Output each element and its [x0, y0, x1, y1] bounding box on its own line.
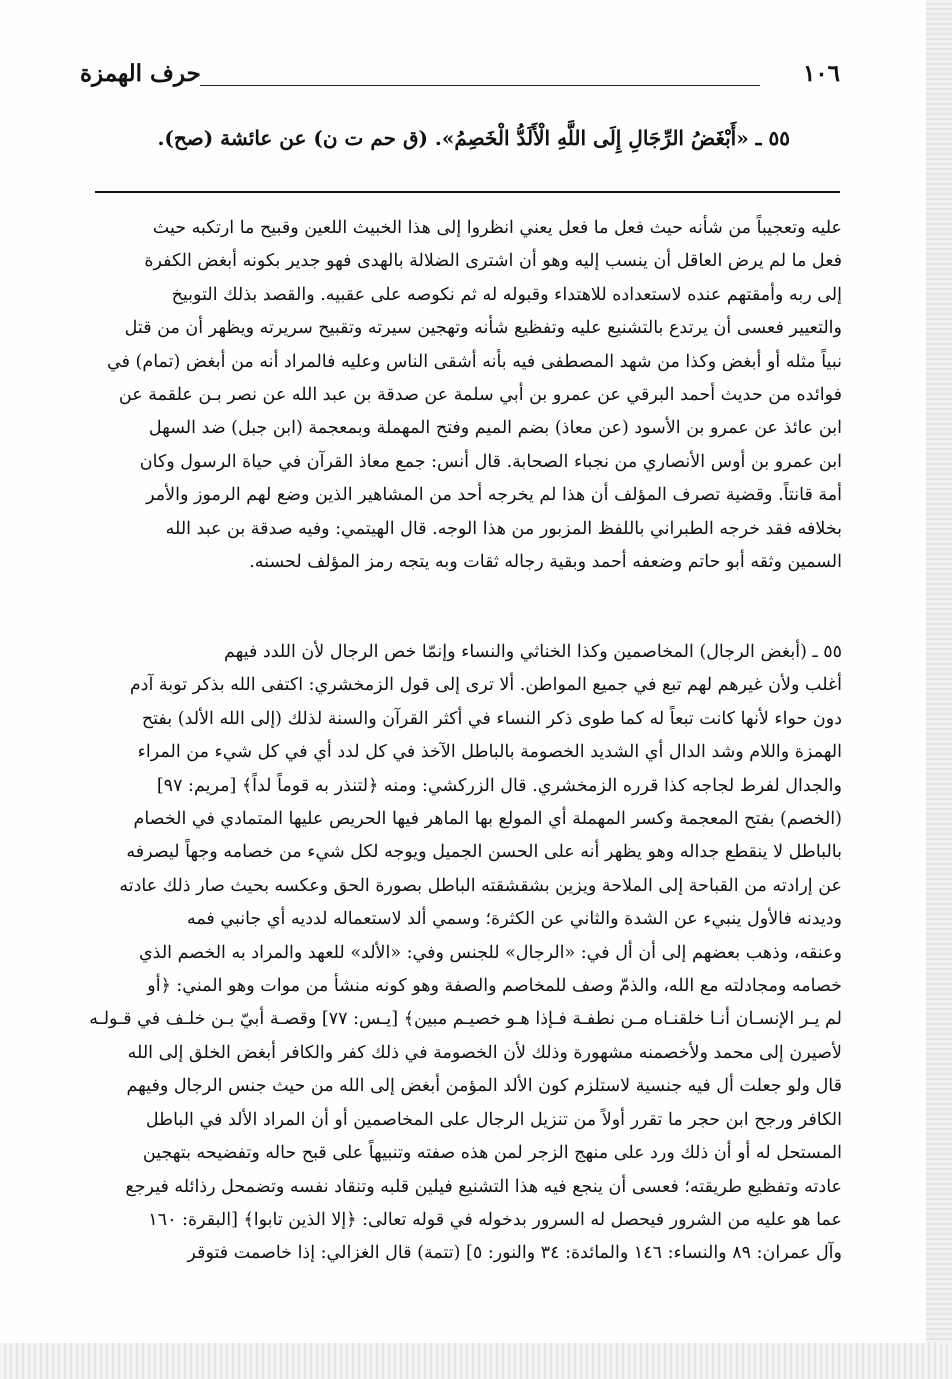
- text-line: بخلافه فقد خرجه الطبراني باللفظ المزبور من هذا الوجه. قال الهيتمي: وفيه صدقة بن عبد الله: [165, 518, 842, 539]
- text-line: قال ولو جعلت أل فيه جنسية لاستلزم كون الألد المؤمن أبغض إلى الله من حيث جنس الرجال وفيهم: [126, 1076, 842, 1097]
- text-line: بالباطل لا ينقطع جداله وهو يظهر أنه على الحسن الجميل ويوجه لكل شيء من خصامه وجهاً ليصرفه: [126, 842, 842, 863]
- text-line: أغلب ولأن غيرهم لهم تبع في جميع المواطن. ألا ترى إلى قول الزمخشري: اكتفى الله بذكر توبة آدم: [129, 675, 842, 696]
- text-line: وديدنه فالأول ينبيء عن الشدة والثاني عن الكثرة؛ وسمي ألد لاستعماله لدديه أي جانبي فمه: [186, 909, 842, 930]
- header-rule: [200, 85, 760, 86]
- text-line: والجدال لفرط لجاجه كذا قرره الزمخشري. قال الزركشي: ومنه ﴿لتنذر به قوماً لداً﴾ [مريم: ٩٧]: [156, 775, 842, 796]
- text-line: ابن عمرو بن أوس الأنصاري من نجباء الصحابة. قال أنس: جمع معاذ القرآن في حياة الرسول وكان: [139, 451, 842, 472]
- text-line: ٥٥ ـ (أبغض الرجال) المخاصمين وكذا الخناثي والنساء وإنمّا خص الرجال لأن اللدد فيهم: [223, 642, 842, 662]
- text-line: فعل ما لم يرض العاقل أن ينسب إليه وهو أن اشترى الضلالة بالهدى فهو جدير بكونه أبغض الكفرة: [144, 251, 842, 272]
- page-edge-right: [926, 0, 952, 1379]
- hadith-text: ٥٥ ـ «أَبْغَضُ الرِّجَالِ إِلَى اللَّهِ الْأَلَدُّ الْخَصِمُ». (ق حم ت ن) عن عائشة (صح).: [157, 126, 790, 150]
- text-line: عليه وتعجيباً من شأنه حيث فعل ما فعل يعني انظروا إلى هذا الخبيث اللعين وقبيح ما ارتكبه حيث: [152, 218, 842, 238]
- page-edge-bottom: [0, 1343, 952, 1379]
- text-line: المستحل له أو أن ذلك ورد على منهج الزجر لمن هذه صفته وتنبيهاً على قبح حاله وتفضيحه بتهجين: [142, 1143, 842, 1164]
- text-line: عن إرادته من القباحة إلى الملاحة ويزين بشقشقته الباطل بصورة الحق وعكسه بحيث صار ذلك عادته: [119, 875, 842, 896]
- text-line: إلى ربه وأمقتهم عنده لاستعداده للاهتداء وقبوله له ثم نكوصه على عقبيه. والقصد بذلك التوبيخ: [171, 284, 842, 305]
- text-line: وآل عمران: ٨٩ والنساء: ١٤٦ والمائدة: ٣٤ والنور: ٥] (تتمة) قال الغزالي: إذا خاصمت فتوقر: [187, 1243, 842, 1264]
- text-line: عما هو عليه من الشرور فيحصل له السرور بدخوله في قوله تعالى: ﴿إلا الذين تابوا﴾ [البقرة: ١٦٠: [148, 1209, 842, 1230]
- text-line: وعنقه، وذهب بعضهم إلى أن أل في: «الرجال» للجنس وفي: «الألد» للعهد والمراد به الخصم الذي: [138, 942, 842, 963]
- text-line: لأصيرن إلى محمد ولأخصمنه مشهورة وذلك لأن الخصومة في ذلك كفر والكافر أبغض الخلق إلى الله: [127, 1042, 842, 1063]
- commentary-previous: [78, 212, 842, 579]
- text-line: والتعيير فعسى أن يرتدع بالتشنيع عليه وتفظيع شأنه وتهجين سيرته وتقبيح سريرته ويظهر أن من قتل: [124, 318, 842, 339]
- text-line: خصامه ومجادلته مع الله، والذمّ وصف للمخاصم والصفة وهو كونه منشأ من موات وهو المني: ﴿أو: [147, 976, 842, 997]
- text-line: عادته وتفظيع طريقته؛ فعسى أن ينجع فيه هذا التشنيع فيلين قلبه وتنقاد نفسه وتضمحل رذائله فيرجع: [125, 1176, 842, 1197]
- page-number: ١٠٦: [802, 60, 840, 87]
- separator-rule: [95, 191, 840, 193]
- text-line: لم يـر الإنسـان أنـا خلقنـاه مـن نطفـة فـإذا هـو خصيـم مبين﴾ [يـس: ٧٧] وقصـة أبيّ بـن خلـف في قـولـه: [89, 1009, 842, 1030]
- running-header: [80, 60, 840, 100]
- text-line: السمين وثقه أبو حاتم وضعفه أحمد وبقية رجاله ثقات وبه يتجه رمز المؤلف لحسنه.: [249, 552, 842, 573]
- text-line: فوائده من حديث أحمد البرقي عن عمرو بن أبي سلمة عن صدقة بن عبد الله عن نصر بـن علقمة عن: [118, 385, 842, 406]
- text-line: دون حواء لأنها كانت تبعاً له كما طوى ذكر النساء في أكثر القرآن والسنة لذلك (إلى الله الألد) بفتح: [141, 708, 842, 729]
- text-line: (الخصم) بفتح المعجمة وكسر المهملة أي المولع بها الماهر فيها الحريص عليها المتمادي في الخصام: [133, 809, 842, 830]
- text-line: الهمزة واللام وشد الدال أي الشديد الخصومة بالباطل الآخذ في كل لدد أي في كل شيء من المراء: [137, 742, 842, 763]
- text-line: أمة قانتاً. وقضية تصرف المؤلف أن هذا لم يخرجه أحد من المشاهير الذين وضع لهم الرموز والأمر: [146, 485, 842, 506]
- commentary-hadith-55: [78, 636, 842, 1271]
- chapter-title: حرف الهمزة: [80, 60, 201, 87]
- text-line: الكافر ورجح ابن حجر ما تقرر أولاً من تنزيل الرجال على المخاصمين أو أن المراد الألد في الباطل: [145, 1109, 842, 1130]
- text-line: نبياً مثله أو أبغض وكذا من شهد المصطفى فيه بأنه أشقى الناس وعليه فالمراد أنه من أبغض (تمام) في: [107, 351, 842, 372]
- text-line: ابن عائذ عن عمرو بن الأسود (عن معاذ) بضم الميم وفتح المهملة وبمعجمة (ابن جبل) ضد السهل: [148, 418, 842, 439]
